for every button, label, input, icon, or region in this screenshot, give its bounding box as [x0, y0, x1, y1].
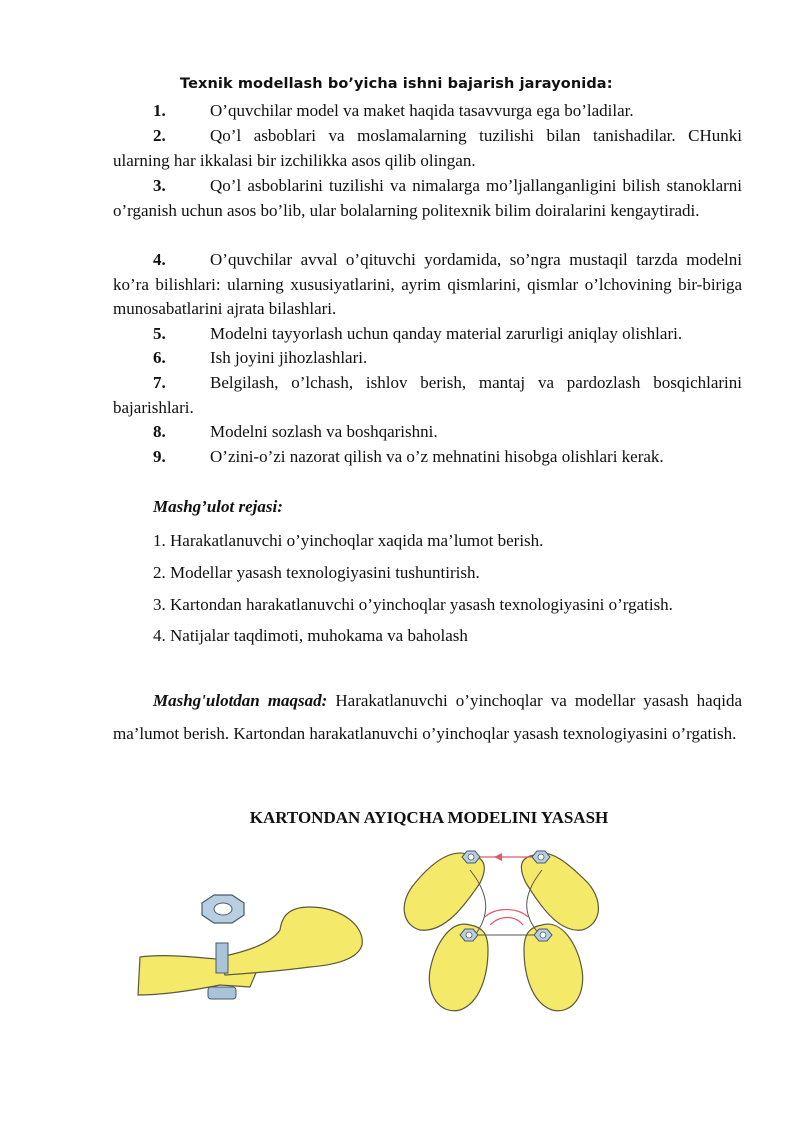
plan-item: 2. Modellar yasash texnologiyasini tushuntirish.	[153, 563, 480, 582]
list-item	[113, 445, 742, 470]
list-item	[113, 174, 742, 223]
item-text: Qo’l asboblari va moslamalarning tuzilishi bilan tanishadilar. CHunki ularning har ikkalasi bir izchilikka asos qilib olingan.	[113, 126, 742, 170]
item-number: 3.	[153, 176, 166, 195]
goal-text: Harakatlanuvchi o’yinchoqlar va modellar yasash haqida ma’lumot berish. Kartondan harakatlanuvchi o’yinchoqlar yasash texnologiyasini o’rgatish.	[113, 691, 742, 743]
item-text: Modelni sozlash va boshqarishni.	[210, 422, 438, 441]
item-text: O’zini-o’zi nazorat qilish va o’z mehnatini hisobga olishlari kerak.	[210, 447, 664, 466]
item-text: Belgilash, o’lchash, ishlov berish, mantaj va pardozlash bosqichlarini bajarishlari.	[113, 373, 742, 417]
item-number: 7.	[153, 373, 166, 392]
item-text: Modelni tayyorlash uchun qanday material zarurligi aniqlay olishlari.	[210, 324, 683, 343]
item-number: 6.	[153, 348, 166, 367]
bear-limbs	[404, 853, 598, 1011]
item-number: 8.	[153, 422, 166, 441]
plan-title: Mashg’ulot rejasi:	[153, 497, 283, 516]
item-number: 4.	[153, 250, 166, 269]
list-item	[113, 346, 742, 371]
lever-assembly	[138, 895, 362, 999]
plan-item: 3. Kartondan harakatlanuvchi o’yinchoqlar yasash texnologiyasini o’rgatish.	[153, 595, 673, 614]
goal-label: Mashg'ulotdan maqsad:	[153, 691, 328, 710]
list-item	[113, 371, 742, 420]
item-number: 5.	[153, 324, 166, 343]
item-text: O’quvchilar avval o’qituvchi yordamida, so’ngra mustaqil tarzda modelni ko’ra bilishlari: ularning xususiyatlarini, ayrim qismlarini, qismlar o’lchovining bir-biriga munosabatlarini ajrata bilashlari.	[113, 250, 742, 318]
item-number: 2.	[153, 126, 166, 145]
list-item	[113, 322, 742, 347]
plan-item: 1. Harakatlanuvchi o’yinchoqlar xaqida ma’lumot berish.	[153, 531, 544, 550]
list-item	[113, 248, 742, 322]
item-text: Ish joyini jihozlashlari.	[210, 348, 368, 367]
item-number: 9.	[153, 447, 166, 466]
item-text: O’quvchilar model va maket haqida tasavvurga ega bo’ladilar.	[210, 101, 634, 120]
section-heading: Texnik modellash bo’yicha ishni bajarish jarayonida:	[180, 76, 613, 92]
plan-item: 4. Natijalar taqdimoti, muhokama va baholash	[153, 626, 468, 645]
list-item	[113, 124, 742, 173]
goal-paragraph	[113, 684, 742, 750]
item-text: Qo’l asboblarini tuzilishi va nimalarga mo’ljallanganligini bilish stanoklarni o’rganish uchun asos bo’lib, ular bolalarning politexnik bilim doiralarini kengaytiradi.	[113, 176, 742, 220]
list-item	[113, 420, 742, 445]
bear-model-illustration	[130, 835, 610, 1025]
list-item	[113, 99, 742, 124]
item-number: 1.	[153, 101, 166, 120]
section-title: KARTONDAN AYIQCHA MODELINI YASASH	[249, 808, 609, 827]
